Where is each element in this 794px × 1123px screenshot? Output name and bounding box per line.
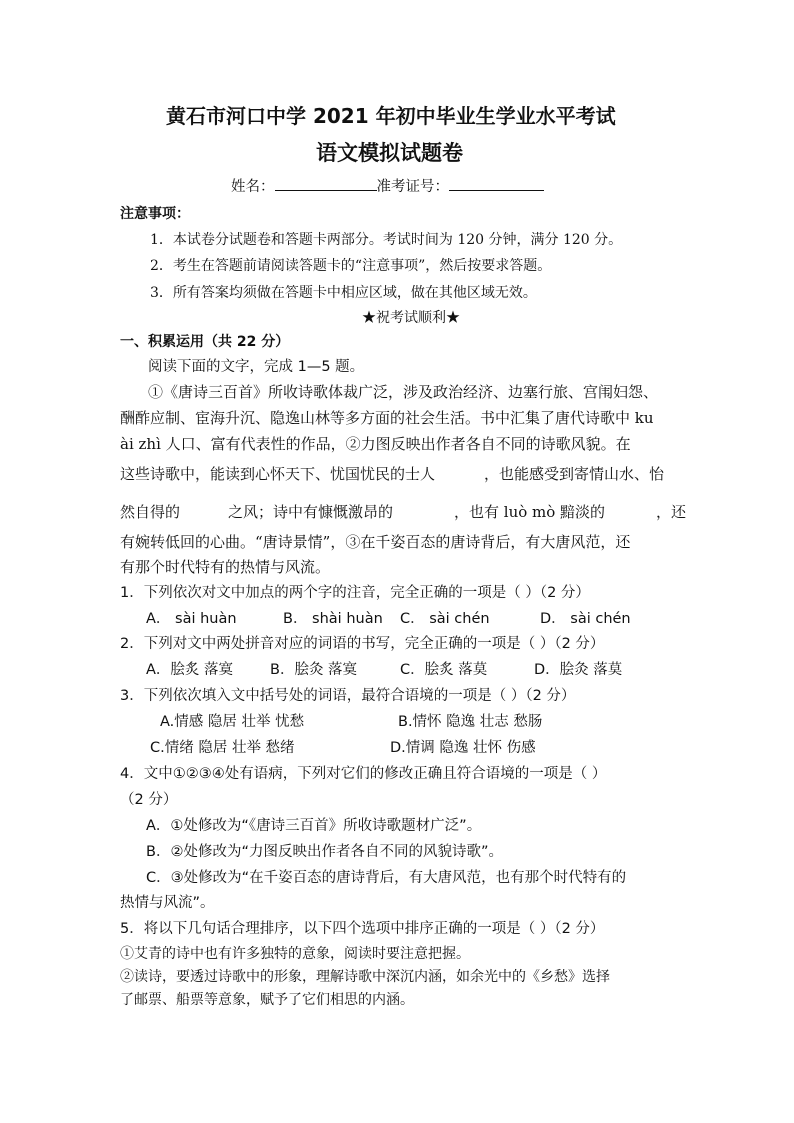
question-4-option-c-cont: 热情与风流”。: [120, 895, 215, 911]
question-1-option-b[interactable]: B． shài huàn: [283, 611, 383, 627]
question-5-stem: 5．将以下几句话合理排序，以下四个选项中排序正确的一项是（ ）（2 分）: [120, 921, 605, 937]
question-1-option-d[interactable]: D． sài chén: [540, 611, 631, 627]
passage-line: 有婉转低回的心曲。“唐诗景情”，③在千姿百态的唐诗背后，有大唐风范，还: [120, 533, 631, 551]
question-4-stem: 4．文中①②③④处有语病，下列对它们的修改正确且符合语境的一项是（ ）: [120, 766, 607, 782]
exam-no-field[interactable]: [449, 176, 544, 191]
question-4-option-a[interactable]: A．①处修改为“《唐诗三百首》所收诗歌题材广泛”。: [146, 818, 482, 834]
notice-item: 1．本试卷分试题卷和答题卡两部分。考试时间为 120 分钟，满分 120 分。: [150, 232, 623, 248]
question-2-option-d[interactable]: D．脍灸 落莫: [534, 662, 623, 678]
question-2-stem: 2．下列对文中两处拼音对应的词语的书写，完全正确的一项是（ ）（2 分）: [120, 636, 605, 652]
question-3-option-d[interactable]: D.情调 隐逸 壮怀 伤感: [390, 740, 536, 756]
question-4-option-b[interactable]: B．②处修改为“力图反映出作者各自不同的风貌诗歌”。: [146, 844, 503, 860]
notice-item: 3．所有答案均须做在答题卡中相应区域，做在其他区域无效。: [150, 285, 537, 301]
question-3-option-c[interactable]: C.情绪 隐居 壮举 愁绪: [150, 740, 295, 756]
candidate-info: [231, 176, 544, 197]
passage-line: 酬酢应制、宦海升沉、隐逸山林等多方面的社会生活。书中汇集了唐代诗歌中 ku: [120, 409, 654, 427]
passage-line: ài zhì 人口、富有代表性的作品，②力图反映出作者各自不同的诗歌风貌。在: [120, 435, 631, 453]
question-3-option-a[interactable]: A.情感 隐居 壮举 忧愁: [160, 714, 305, 730]
question-1-stem: 1．下列依次对文中加点的两个字的注音，完全正确的一项是（ ）（2 分）: [120, 585, 590, 601]
question-2-option-b[interactable]: B．脍灸 落寞: [270, 662, 358, 678]
passage-line: ，也能感受到寄情山水、怡: [484, 465, 665, 483]
section-heading: 一、积累运用（共 22 分）: [120, 334, 290, 350]
question-5-item: ②读诗，要透过诗歌中的形象，理解诗歌中深沉内涵，如余光中的《乡愁》选择: [120, 969, 610, 985]
question-2-option-c[interactable]: C．脍炙 落莫: [400, 662, 488, 678]
good-luck-wish: ★祝考试顺利★: [362, 310, 460, 326]
question-2-option-a[interactable]: A．脍炙 落寞: [146, 662, 234, 678]
passage-line: ，也有 luò mò 黯淡的: [454, 503, 606, 521]
question-3-stem: 3．下列依次填入文中括号处的词语，最符合语境的一项是（ ）（2 分）: [120, 688, 576, 704]
question-3-option-b[interactable]: B.情怀 隐逸 壮志 愁肠: [398, 714, 543, 730]
exam-no-label: 准考证号：: [376, 179, 449, 195]
passage-line: 这些诗歌中，能读到心怀天下、忧国忧民的士人: [120, 465, 436, 483]
question-5-item: 了邮票、船票等意象，赋予了它们相思的内涵。: [120, 992, 414, 1008]
question-1-option-a[interactable]: A． sài huàn: [146, 611, 237, 627]
name-field[interactable]: [275, 176, 377, 191]
passage-line: ，还: [656, 503, 687, 521]
passage-line: 之风；诗中有慷慨激昂的: [228, 503, 394, 521]
passage-line: 然自得的: [120, 503, 181, 521]
notice-item: 2．考生在答题前请阅读答题卡的“注意事项”，然后按要求答题。: [150, 258, 552, 274]
question-1-option-c[interactable]: C． sài chén: [400, 611, 490, 627]
notice-heading: 注意事项：: [120, 206, 190, 222]
question-4-score: （2 分）: [120, 792, 178, 808]
passage-line: 有那个时代特有的热情与风流。: [120, 558, 331, 576]
passage-line: ①《唐诗三百首》所收诗歌体裁广泛，涉及政治经济、边塞行旅、宫闱妇怨、: [148, 383, 659, 401]
exam-subtitle: 语文模拟试题卷: [316, 141, 463, 165]
passage-intro: 阅读下面的文字，完成 1—5 题。: [148, 359, 365, 375]
question-5-item: ①艾青的诗中也有许多独特的意象，阅读时要注意把握。: [120, 946, 470, 962]
question-4-option-c[interactable]: C．③处修改为“在千姿百态的唐诗背后，有大唐风范，也有那个时代特有的: [146, 870, 627, 886]
exam-title: 黄石市河口中学 2021 年初中毕业生学业水平考试: [166, 104, 616, 128]
name-label: 姓名：: [231, 179, 275, 195]
